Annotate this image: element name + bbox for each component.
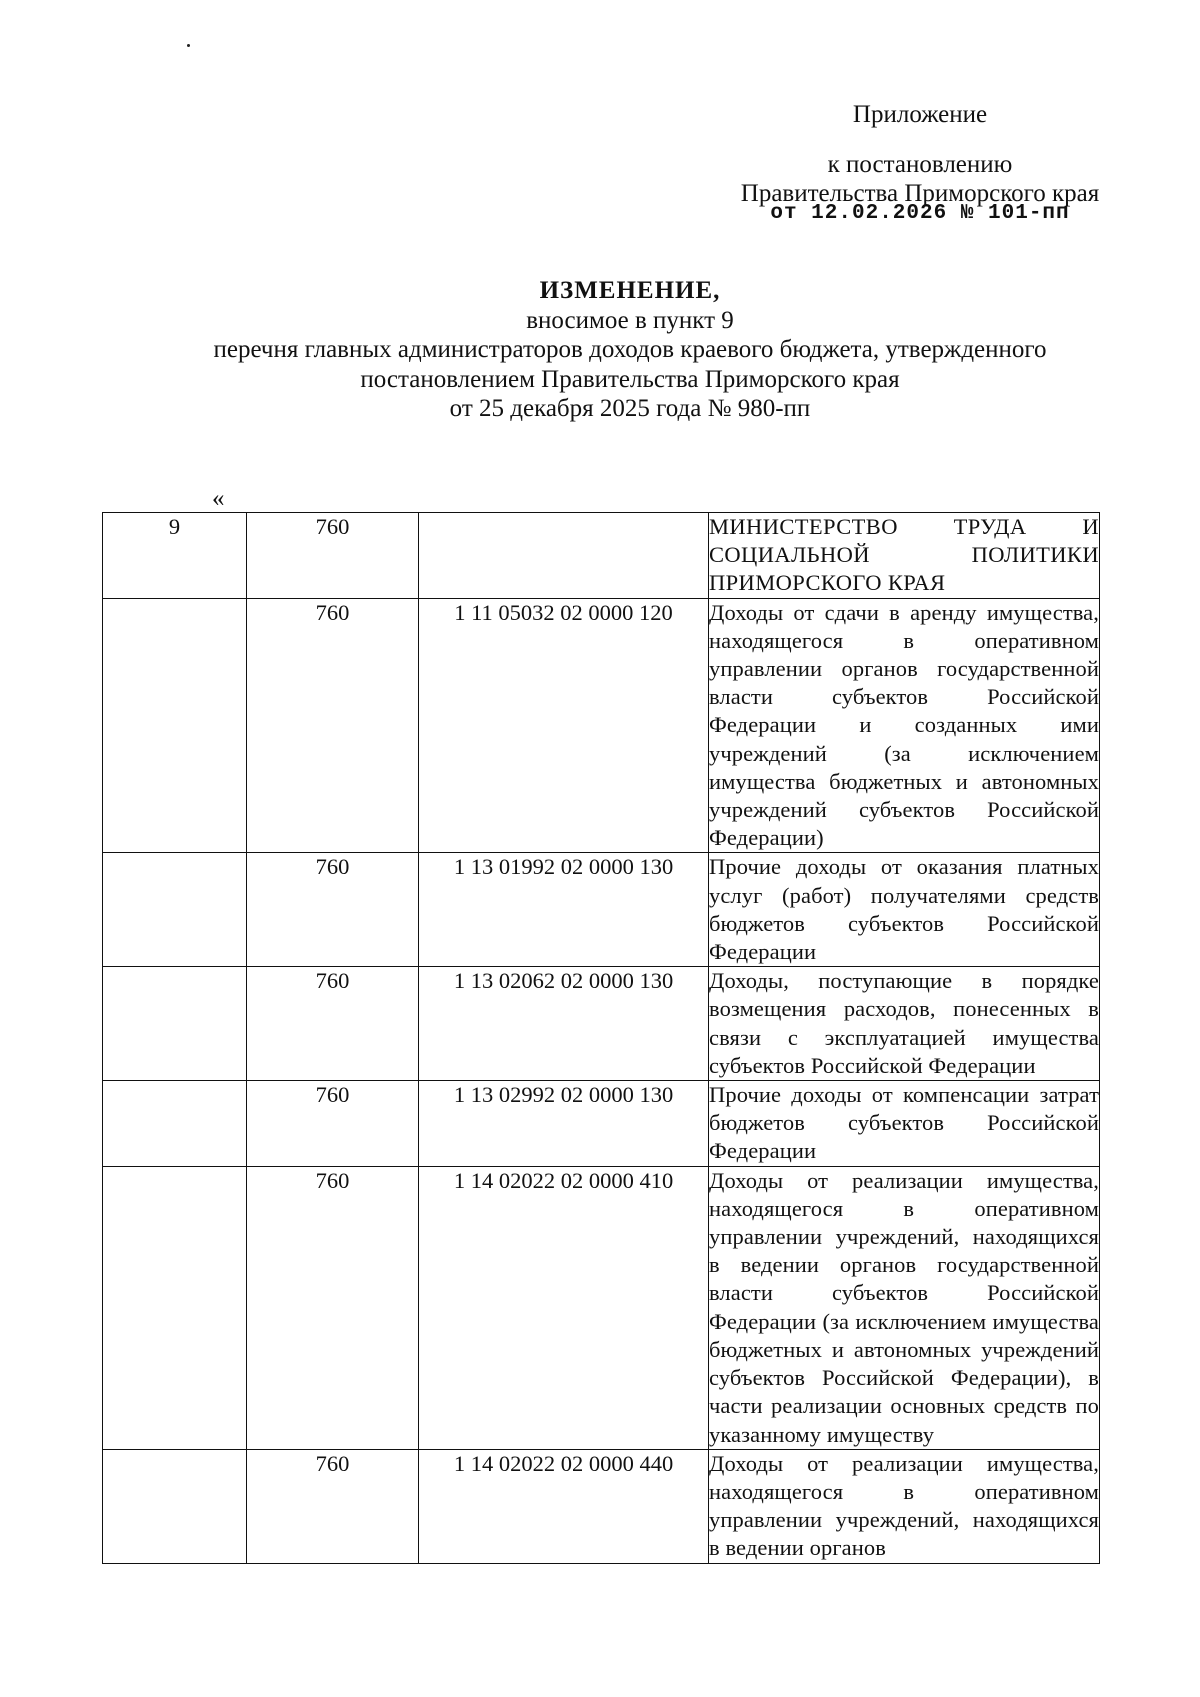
- income-code: 1 13 01992 02 0000 130: [419, 853, 709, 967]
- table-row: [103, 1081, 1100, 1167]
- appendix-date-number: от 12.02.2026 № 101-пп: [770, 202, 1070, 225]
- income-code: 1 13 02062 02 0000 130: [419, 967, 709, 1081]
- heading-line-2: перечня главных администраторов доходов краевого бюджета, утвержденного: [213, 336, 1047, 363]
- heading-title: ИЗМЕНЕНИЕ,: [539, 277, 721, 304]
- appendix-block: [700, 100, 1140, 224]
- table-row: [103, 1166, 1100, 1449]
- heading-line-3: постановлением Правительства Приморского края: [360, 365, 900, 393]
- table-row: [103, 1449, 1100, 1563]
- appendix-line-1: к постановлению: [827, 151, 1013, 178]
- admin-code: 760: [247, 513, 419, 599]
- row-number: [103, 1166, 247, 1449]
- admin-code: 760: [247, 853, 419, 967]
- row-number: [103, 1449, 247, 1563]
- table-row: [103, 853, 1100, 967]
- income-name: МИНИСТЕРСТВО ТРУДА И СОЦИАЛЬНОЙ ПОЛИТИКИ ПРИМОРСКОГО КРАЯ: [709, 513, 1100, 599]
- income-code: [419, 513, 709, 599]
- income-name: Доходы от сдачи в аренду имущества, находящегося в оперативном управлении органов государственной власти субъектов Российской Федерации и созданных ими учреждений (за исключением имущества бюджетных и автономных учреждений субъектов Российской Федерации): [709, 598, 1100, 853]
- admin-code: 760: [247, 967, 419, 1081]
- income-code: 1 11 05032 02 0000 120: [419, 598, 709, 853]
- row-number: [103, 598, 247, 853]
- row-number: [103, 1081, 247, 1167]
- income-name: Доходы, поступающие в порядке возмещения расходов, понесенных в связи с эксплуатацией имущества субъектов Российской Федерации: [709, 967, 1100, 1081]
- heading-line-4: от 25 декабря 2025 года № 980-пп: [449, 395, 811, 422]
- income-name: Прочие доходы от компенсации затрат бюджетов субъектов Российской Федерации: [709, 1081, 1100, 1167]
- income-code: 1 14 02022 02 0000 410: [419, 1166, 709, 1449]
- admin-code: 760: [247, 598, 419, 853]
- table-row: [103, 513, 1100, 599]
- row-number: 9: [103, 513, 247, 599]
- appendix-title: Приложение: [852, 101, 988, 128]
- admin-code: 760: [247, 1449, 419, 1563]
- opening-quote-mark: «: [212, 485, 225, 512]
- document-heading: [100, 276, 1160, 424]
- appendix-line-2: Правительства Приморского края: [740, 180, 1100, 207]
- income-code: 1 13 02992 02 0000 130: [419, 1081, 709, 1167]
- table-row: [103, 967, 1100, 1081]
- income-name: Доходы от реализации имущества, находящегося в оперативном управлении учреждений, находящихся в ведении органов: [709, 1449, 1100, 1563]
- admin-code: 760: [247, 1166, 419, 1449]
- income-name: Доходы от реализации имущества, находящегося в оперативном управлении учреждений, находящихся в ведении органов государственной власти субъектов Российской Федерации (за исключением имущества бюджетных и автономных учреждений субъектов Российской Федерации), в части реализации основных средств по указанному имуществу: [709, 1166, 1100, 1449]
- table-row: [103, 598, 1100, 853]
- admin-code: 760: [247, 1081, 419, 1167]
- row-number: [103, 967, 247, 1081]
- income-name: Прочие доходы от оказания платных услуг (работ) получателями средств бюджетов субъектов Российской Федерации: [709, 853, 1100, 967]
- income-code: 1 14 02022 02 0000 440: [419, 1449, 709, 1563]
- scan-speck: [187, 44, 190, 47]
- heading-line-1: вносимое в пункт 9: [526, 306, 734, 334]
- administrators-table: [102, 512, 1100, 1564]
- row-number: [103, 853, 247, 967]
